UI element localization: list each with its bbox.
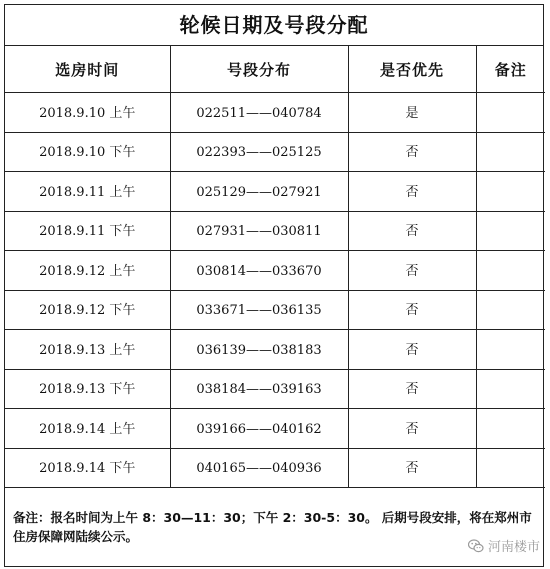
row-priority xyxy=(348,290,476,330)
row-time xyxy=(5,172,170,212)
row-remark xyxy=(476,290,545,330)
row-remark-text xyxy=(477,121,546,132)
row-time xyxy=(5,448,170,488)
header-range: 号段分布 xyxy=(170,46,348,93)
row-range-text: 040165——040936 xyxy=(196,461,322,476)
row-time-text: 2018.9.10 上午 xyxy=(39,105,136,121)
table-row xyxy=(5,409,545,449)
row-range-text: 027931——030811 xyxy=(196,224,322,239)
row-time xyxy=(5,330,170,370)
table-row xyxy=(5,290,545,330)
row-priority xyxy=(348,172,476,212)
row-time xyxy=(5,369,170,409)
row-range xyxy=(170,290,348,330)
header-time: 选房时间 xyxy=(5,46,170,93)
row-remark xyxy=(476,409,545,449)
header-priority: 是否优先 xyxy=(348,46,476,93)
row-time-text: 2018.9.13 上午 xyxy=(39,342,136,358)
row-remark-text xyxy=(477,160,546,171)
row-remark xyxy=(476,330,545,370)
row-time-text: 2018.9.12 下午 xyxy=(39,303,136,318)
row-priority xyxy=(348,93,476,133)
watermark-text: 河南楼市 xyxy=(487,540,540,555)
row-range xyxy=(170,330,348,370)
row-remark xyxy=(476,132,545,172)
row-range-text: 039166——040162 xyxy=(196,421,322,437)
row-remark-text xyxy=(477,200,546,211)
row-priority-text: 否 xyxy=(405,184,419,200)
row-range xyxy=(170,369,348,409)
row-priority-text: 否 xyxy=(405,461,419,476)
row-time xyxy=(5,211,170,251)
row-remark-text xyxy=(477,358,546,369)
row-priority-text: 否 xyxy=(405,421,419,437)
row-range xyxy=(170,172,348,212)
row-range-text: 025129——027921 xyxy=(196,184,322,200)
footnote: 备注：报名时间为上午 8：30—11：30；下午 2：30-5：30。 后期号段安排，将在郑州市住房保障网陆续公示。 xyxy=(13,510,532,544)
row-time xyxy=(5,290,170,330)
row-time-text: 2018.9.10 下午 xyxy=(39,145,136,160)
row-time xyxy=(5,93,170,133)
row-remark xyxy=(476,93,545,133)
row-priority xyxy=(348,330,476,370)
header-row xyxy=(5,46,545,93)
row-remark-text xyxy=(477,397,546,408)
header-remark: 备注 xyxy=(476,46,545,93)
row-time-text: 2018.9.11 下午 xyxy=(39,224,136,239)
row-remark-text xyxy=(477,279,546,290)
table-row xyxy=(5,251,545,291)
row-priority xyxy=(348,448,476,488)
row-remark-text xyxy=(477,318,546,329)
row-priority-text: 是 xyxy=(405,105,419,121)
row-priority xyxy=(348,132,476,172)
row-remark-text xyxy=(477,437,546,448)
row-remark xyxy=(476,172,545,212)
row-remark xyxy=(476,251,545,291)
row-remark xyxy=(476,448,545,488)
row-range-text: 022511——040784 xyxy=(196,105,322,121)
wechat-icon xyxy=(468,539,484,553)
row-range xyxy=(170,93,348,133)
row-remark-text xyxy=(477,239,546,250)
table-row xyxy=(5,211,545,251)
row-range-text: 022393——025125 xyxy=(196,145,322,160)
row-range-text: 038184——039163 xyxy=(196,382,322,397)
row-time-text: 2018.9.14 上午 xyxy=(39,421,136,437)
table-row xyxy=(5,93,545,133)
table-title: 轮候日期及号段分配 xyxy=(5,5,543,46)
table-body xyxy=(5,93,545,488)
row-range xyxy=(170,211,348,251)
row-range-text: 030814——033670 xyxy=(196,263,322,279)
table-row xyxy=(5,132,545,172)
row-remark-text xyxy=(477,476,546,487)
watermark xyxy=(468,536,540,555)
row-time-text: 2018.9.13 下午 xyxy=(39,382,136,397)
row-priority xyxy=(348,409,476,449)
row-range xyxy=(170,448,348,488)
row-time-text: 2018.9.12 上午 xyxy=(39,263,136,279)
row-priority-text: 否 xyxy=(405,342,419,358)
row-time-text: 2018.9.14 下午 xyxy=(39,461,136,476)
row-range-text: 033671——036135 xyxy=(196,303,322,318)
row-priority-text: 否 xyxy=(405,263,419,279)
row-time-text: 2018.9.11 上午 xyxy=(39,184,136,200)
allocation-table-sheet xyxy=(4,4,544,567)
row-priority-text: 否 xyxy=(405,382,419,397)
row-range-text: 036139——038183 xyxy=(196,342,322,358)
table-row xyxy=(5,330,545,370)
table-row xyxy=(5,172,545,212)
row-remark xyxy=(476,211,545,251)
row-remark xyxy=(476,369,545,409)
row-priority-text: 否 xyxy=(405,303,419,318)
row-time xyxy=(5,409,170,449)
row-priority xyxy=(348,369,476,409)
allocation-table xyxy=(5,46,545,488)
row-time xyxy=(5,251,170,291)
row-priority xyxy=(348,211,476,251)
row-range xyxy=(170,132,348,172)
row-priority-text: 否 xyxy=(405,224,419,239)
row-priority-text: 否 xyxy=(405,145,419,160)
table-row xyxy=(5,448,545,488)
table-row xyxy=(5,369,545,409)
row-range xyxy=(170,409,348,449)
row-priority xyxy=(348,251,476,291)
row-range xyxy=(170,251,348,291)
row-time xyxy=(5,132,170,172)
